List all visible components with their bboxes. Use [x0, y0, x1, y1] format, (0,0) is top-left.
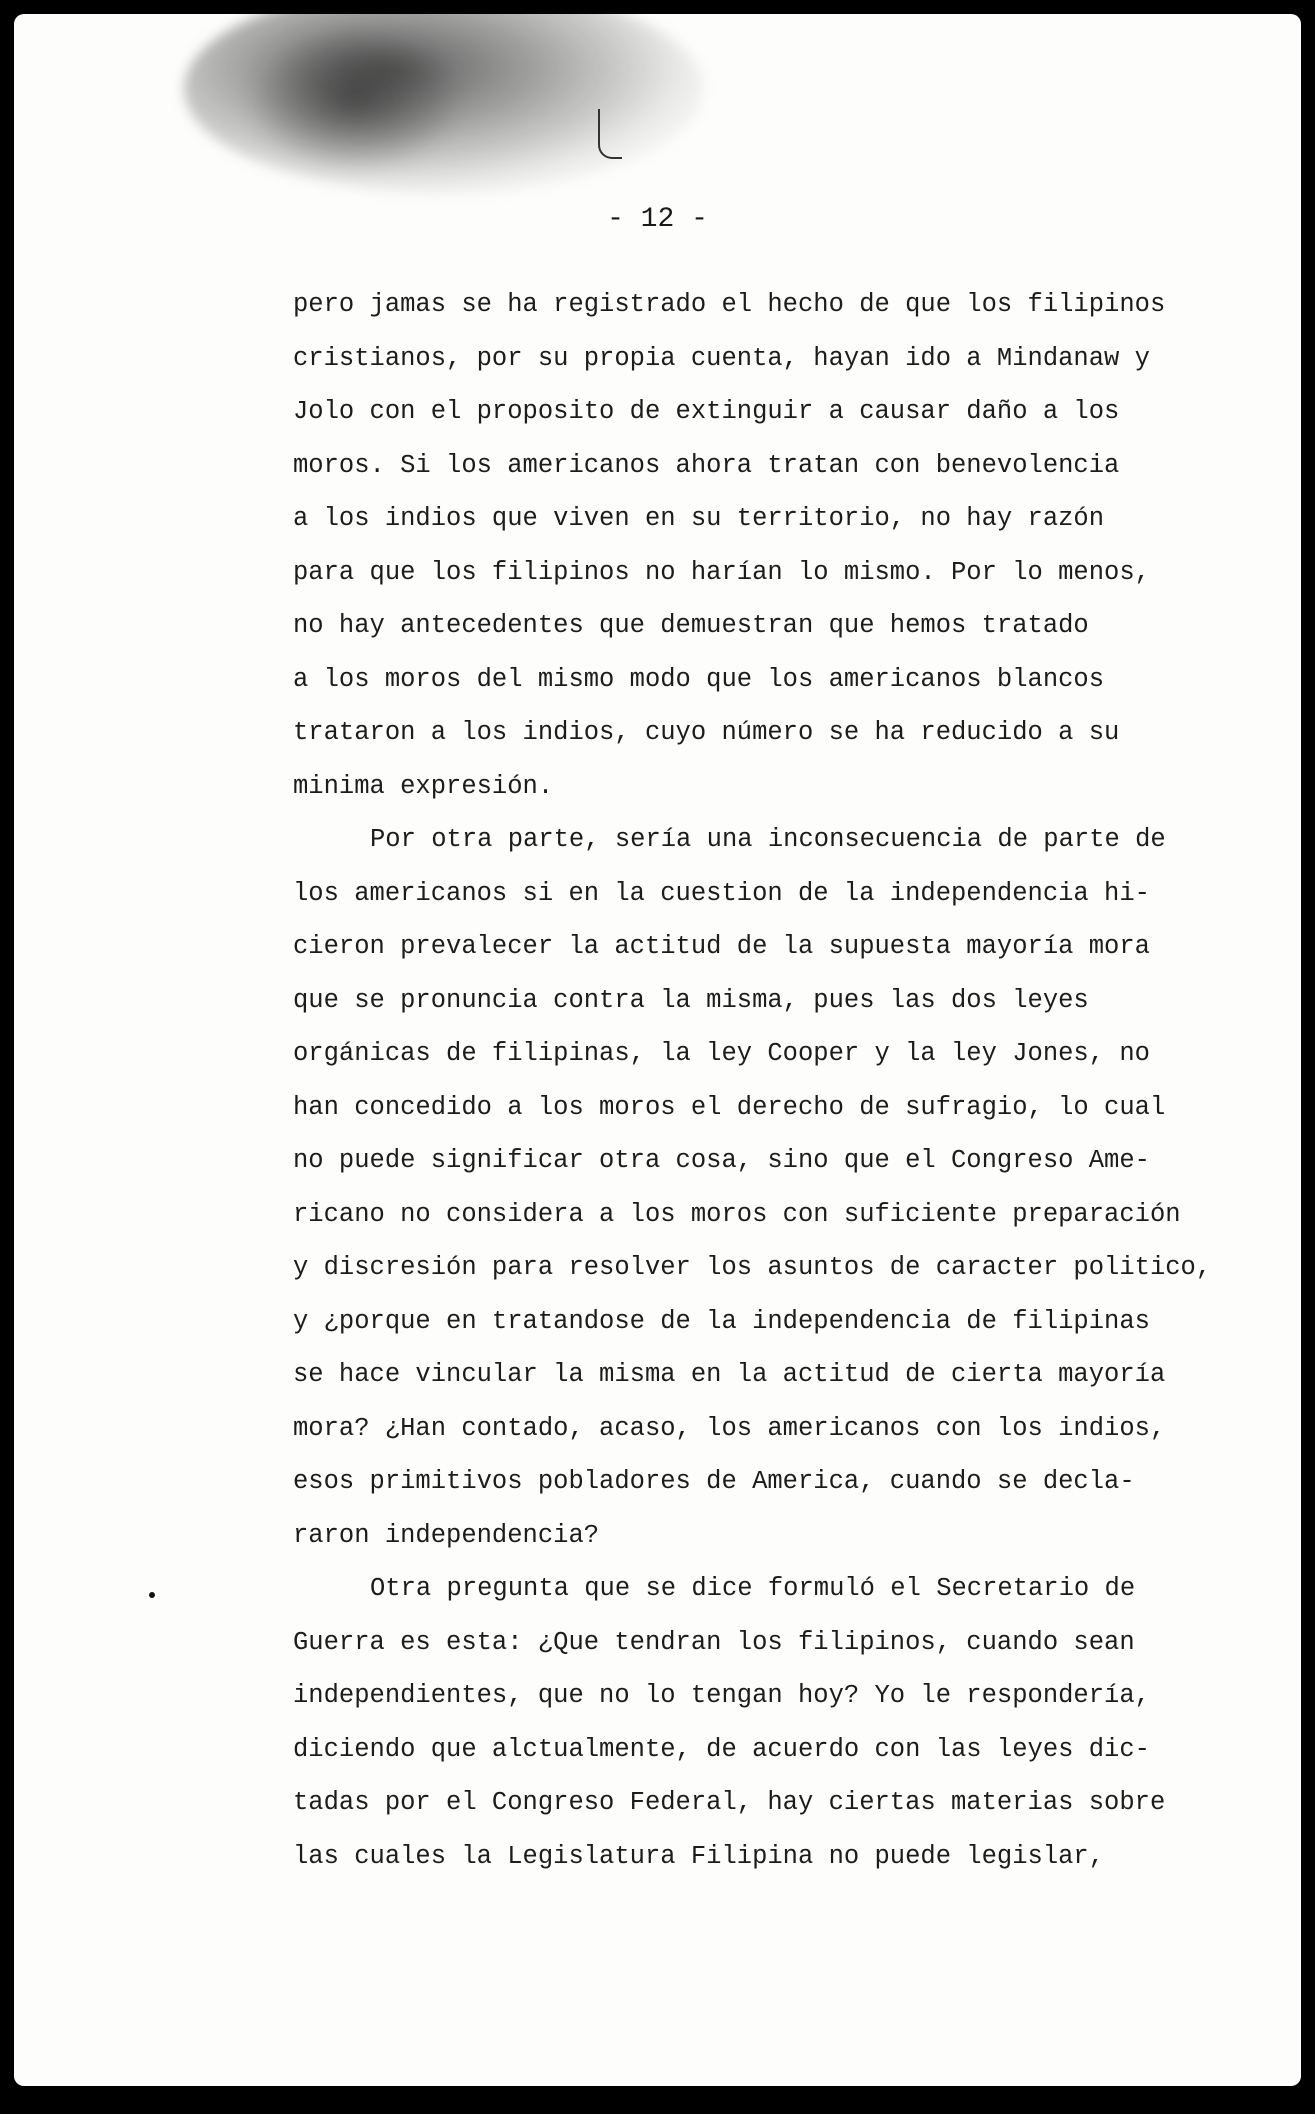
page-number: - 12 -: [607, 204, 708, 235]
paragraph-1-line: cristianos, por su propia cuenta, hayan ido a Mindanaw y: [293, 343, 1150, 373]
paragraph-3-line: Guerra es esta: ¿Que tendran los filipinos, cuando sean: [293, 1627, 1135, 1657]
paragraph-2-line: han concedido a los moros el derecho de sufragio, lo cual: [293, 1092, 1166, 1122]
paragraph-1-line: a los indios que viven en su territorio, no hay razón: [293, 504, 1105, 533]
paragraph-2-line: y ¿porque en tratandose de la independencia de filipinas: [293, 1306, 1150, 1336]
paragraph-2-line: raron independencia?: [293, 1520, 600, 1550]
paragraph-1-line: a los moros del mismo modo que los americanos blancos: [293, 664, 1105, 694]
paragraph-1-line: trataron a los indios, cuyo número se ha reducido a su: [293, 718, 1120, 747]
paragraph-2-line: cieron prevalecer la actitud de la supuesta mayoría mora: [293, 932, 1150, 961]
document-page: [14, 14, 1301, 2086]
paragraph-2-line: orgánicas de filipinas, la ley Cooper y la ley Jones, no: [293, 1039, 1150, 1068]
paragraph-3-line: tadas por el Congreso Federal, hay ciertas materias sobre: [293, 1788, 1166, 1817]
stray-ink-dot: [149, 1592, 155, 1598]
paragraph-3-line: las cuales la Legislatura Filipina no puede legislar,: [293, 1841, 1105, 1871]
paragraph-2-line: no puede significar otra cosa, sino que el Congreso Ame-: [293, 1146, 1150, 1175]
ink-smudge-dark: [244, 24, 464, 174]
paragraph-2-line: ricano no considera a los moros con suficiente preparación: [293, 1199, 1181, 1229]
paragraph-3-line: Otra pregunta que se dice formuló el Secretario de: [370, 1574, 1136, 1603]
pencil-mark: [598, 109, 622, 159]
paragraph-1-line: Jolo con el proposito de extinguir a causar daño a los: [293, 397, 1120, 426]
paragraph-3-line: independientes, que no lo tengan hoy? Yo le respondería,: [293, 1681, 1150, 1710]
paragraph-2-line: los americanos si en la cuestion de la independencia hi-: [293, 878, 1150, 908]
paragraph-2-line: mora? ¿Han contado, acaso, los americanos con los indios,: [293, 1413, 1166, 1443]
paragraph-3-line: diciendo que alctualmente, de acuerdo con las leyes dic-: [293, 1734, 1150, 1764]
paragraph-1-line: moros. Si los americanos ahora tratan con benevolencia: [293, 450, 1120, 480]
paragraph-1-line: minima expresión.: [293, 771, 554, 801]
paragraph-2-line: se hace vincular la misma en la actitud de cierta mayoría: [293, 1360, 1166, 1389]
paragraph-1-line: no hay antecedentes que demuestran que hemos tratado: [293, 611, 1089, 640]
paragraph-1-line: pero jamas se ha registrado el hecho de que los filipinos: [293, 290, 1166, 319]
paragraph-2-line: Por otra parte, sería una inconsecuencia de parte de: [370, 825, 1166, 854]
body-text: [293, 278, 1253, 1883]
paragraph-2-line: esos primitivos pobladores de America, cuando se decla-: [293, 1467, 1135, 1496]
paragraph-2-line: y discresión para resolver los asuntos de caracter politico,: [293, 1253, 1212, 1282]
paragraph-2-line: que se pronuncia contra la misma, pues las dos leyes: [293, 985, 1089, 1015]
paragraph-1-line: para que los filipinos no harían lo mismo. Por lo menos,: [293, 557, 1150, 587]
